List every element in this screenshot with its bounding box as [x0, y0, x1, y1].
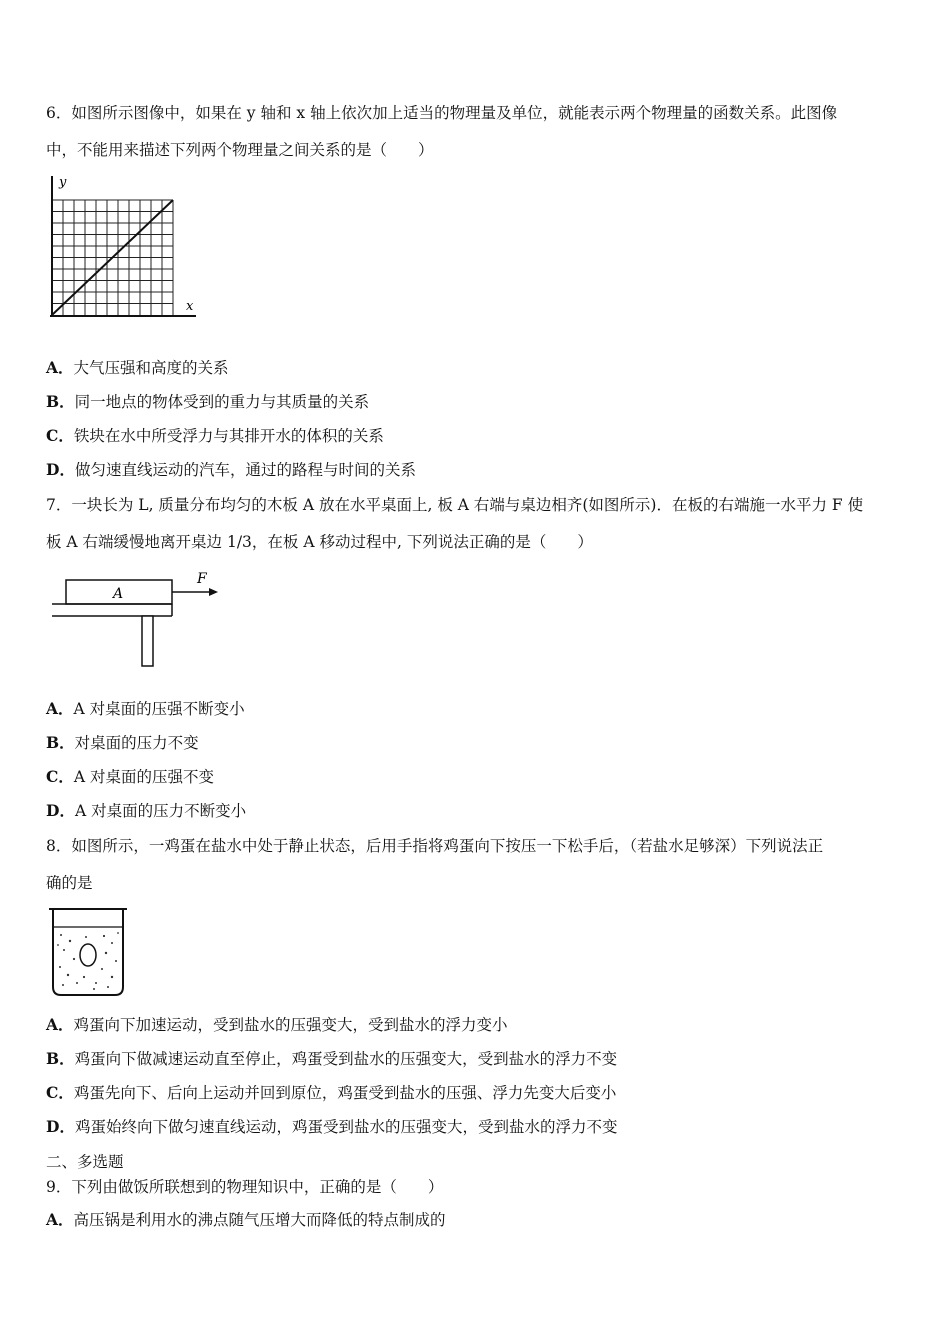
- q6-option-b: B．同一地点的物体受到的重力与其质量的关系: [46, 392, 370, 411]
- q6-linear-graph-figure: [44, 172, 204, 324]
- q6-option-d: D．做匀速直线运动的汽车，通过的路程与时间的关系: [46, 460, 416, 479]
- q9-stem-line1: 9．下列由做饭所联想到的物理知识中，正确的是（ ）: [46, 1178, 444, 1196]
- q7-table-leg: [142, 616, 153, 666]
- q8-option-d: D．鸡蛋始终向下做匀速直线运动，鸡蛋受到盐水的压强变大，受到盐水的浮力不变: [46, 1117, 618, 1136]
- q6-stem-line1: 6．如图所示图像中，如果在 y 轴和 x 轴上依次加上适当的物理量及单位，就能表示两个物理量的函数关系。此图像: [46, 104, 838, 122]
- q7-stem-line2: 板 A 右端缓慢地离开桌边 1/3，在板 A 移动过程中, 下列说法正确的是（ ）: [46, 533, 593, 551]
- q7-stem-line1: 7．一块长为 L, 质量分布均匀的木板 A 放在水平桌面上, 板 A 右端与桌边相齐(如图所示)．在板的右端施一水平力 F 使: [46, 496, 864, 514]
- q8-stem-line1: 8．如图所示，一鸡蛋在盐水中处于静止状态，后用手指将鸡蛋向下按压一下松手后，（若盐水足够深）下列说法正: [46, 837, 824, 855]
- q6-option-c: C．铁块在水中所受浮力与其排开水的体积的关系: [46, 426, 384, 445]
- q7-option-c: C．A 对桌面的压强不变: [46, 767, 214, 786]
- q7-option-a: A．A 对桌面的压强不断变小: [46, 699, 245, 718]
- q6-x-axis-label: x: [186, 299, 194, 314]
- q7-option-d: D．A 对桌面的压力不断变小: [46, 801, 247, 820]
- q7-force-label: F: [197, 571, 207, 587]
- q8-stem-line2: 确的是: [46, 874, 93, 892]
- q7-board-label: A: [113, 586, 124, 602]
- q6-stem-line2: 中，不能用来描述下列两个物理量之间关系的是（ ）: [46, 141, 434, 159]
- section-2-title: 二、多选题: [46, 1153, 124, 1171]
- q8-option-c: C．鸡蛋先向下、后向上运动并回到原位，鸡蛋受到盐水的压强、浮力先变大后变小: [46, 1083, 617, 1102]
- q6-y-axis-label: y: [59, 175, 67, 190]
- q6-option-a: A．大气压强和高度的关系: [46, 358, 229, 377]
- q7-option-b: B．对桌面的压力不变: [46, 733, 199, 752]
- q8-egg: [80, 944, 96, 966]
- q8-option-b: B．鸡蛋向下做减速运动直至停止，鸡蛋受到盐水的压强变大，受到盐水的浮力不变: [46, 1049, 618, 1068]
- q7-force-arrowhead: [209, 588, 218, 596]
- q7-board-on-table-figure: [50, 566, 225, 670]
- q9-option-a: A．高压锅是利用水的沸点随气压增大而降低的特点制成的: [46, 1210, 446, 1229]
- q8-beaker-egg-figure: [46, 903, 130, 999]
- q8-option-a: A．鸡蛋向下加速运动，受到盐水的压强变大，受到盐水的浮力变小: [46, 1015, 508, 1034]
